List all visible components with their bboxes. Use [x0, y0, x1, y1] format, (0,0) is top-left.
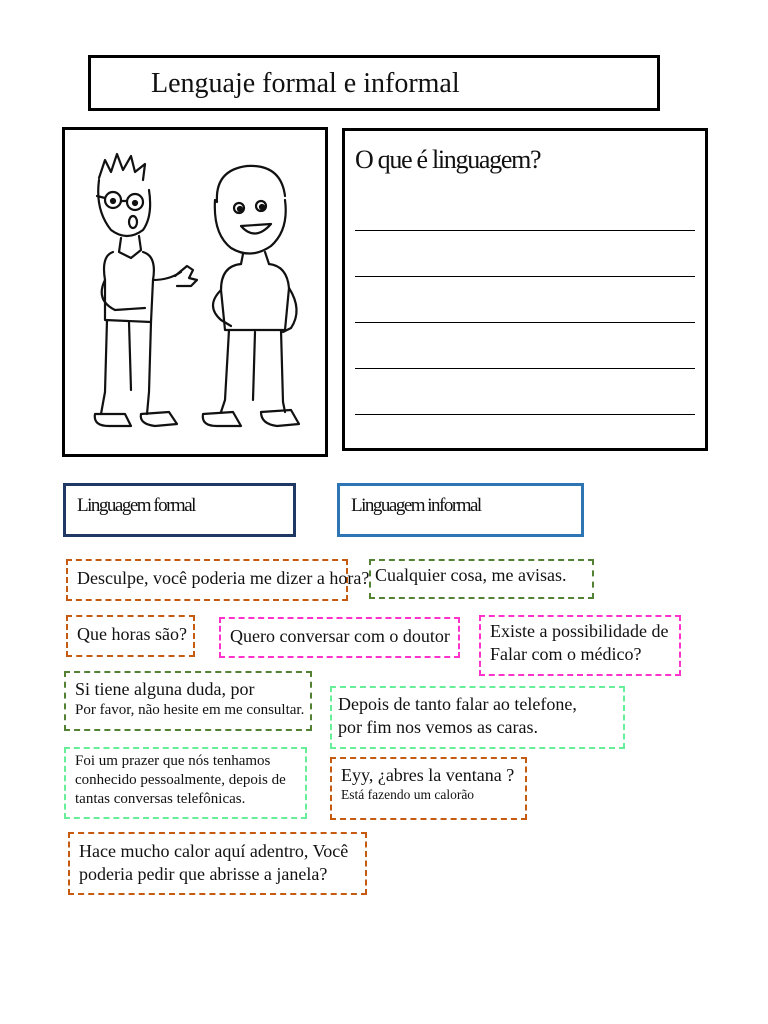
phrase-text: Existe a possibilidade de: [490, 621, 669, 641]
phrase-card[interactable]: [64, 671, 312, 731]
phrase-card[interactable]: [66, 615, 195, 657]
answer-line[interactable]: [355, 414, 695, 415]
question-box: [342, 128, 708, 451]
phrase-text: Hace mucho calor aquí adentro, Você: [79, 841, 349, 861]
question-heading: O que é linguagem?: [355, 145, 541, 174]
phrase-card[interactable]: [64, 747, 307, 819]
answer-line[interactable]: [355, 230, 695, 231]
smiling-boy-figure: [203, 166, 299, 426]
informal-language-label: [337, 483, 584, 537]
phrase-text: Por favor, não hesite em me consultar.: [75, 702, 305, 718]
phrase-text: Si tiene alguna duda, por: [75, 679, 255, 699]
formal-language-label: [63, 483, 296, 537]
phrase-text: Falar com o médico?: [490, 644, 642, 664]
boy-with-glasses-figure: [95, 154, 197, 426]
phrase-text: tantas conversas telefônicas.: [75, 791, 246, 807]
informal-label-text: Linguagem informal: [351, 495, 481, 516]
formal-label-text: Linguagem formal: [77, 495, 195, 516]
illustration-frame: [62, 127, 328, 457]
phrase-card[interactable]: [68, 832, 367, 895]
phrase-text: poderia pedir que abrisse a janela?: [79, 864, 328, 884]
phrase-text: Quero conversar com o doutor: [230, 626, 450, 646]
phrase-card[interactable]: [330, 686, 625, 749]
phrase-card[interactable]: [219, 617, 460, 658]
phrase-text: Está fazendo um calorão: [341, 787, 475, 802]
phrase-text: Foi um prazer que nós tenhamos: [75, 753, 271, 769]
answer-line[interactable]: [355, 368, 695, 369]
answer-line[interactable]: [355, 322, 695, 323]
phrase-text: Desculpe, você poderia me dizer a hora?: [77, 568, 370, 588]
phrase-card[interactable]: [66, 559, 370, 601]
answer-line[interactable]: [355, 276, 695, 277]
phrase-text: Depois de tanto falar ao telefone,: [338, 694, 577, 714]
phrase-text: conhecido pessoalmente, depois de: [75, 772, 286, 788]
phrase-card[interactable]: [330, 757, 527, 820]
title-box: [88, 55, 660, 111]
phrase-text: Que horas são?: [77, 624, 187, 644]
phrase-text: Eyy, ¿abres la ventana ?: [341, 765, 515, 785]
two-boys-illustration: [65, 130, 325, 454]
worksheet-title: Lenguaje formal e informal: [151, 68, 460, 99]
phrase-card[interactable]: [369, 559, 594, 599]
phrase-card[interactable]: [479, 615, 681, 676]
phrase-text: Cualquier cosa, me avisas.: [375, 565, 567, 585]
phrase-text: por fim nos vemos as caras.: [338, 717, 538, 737]
